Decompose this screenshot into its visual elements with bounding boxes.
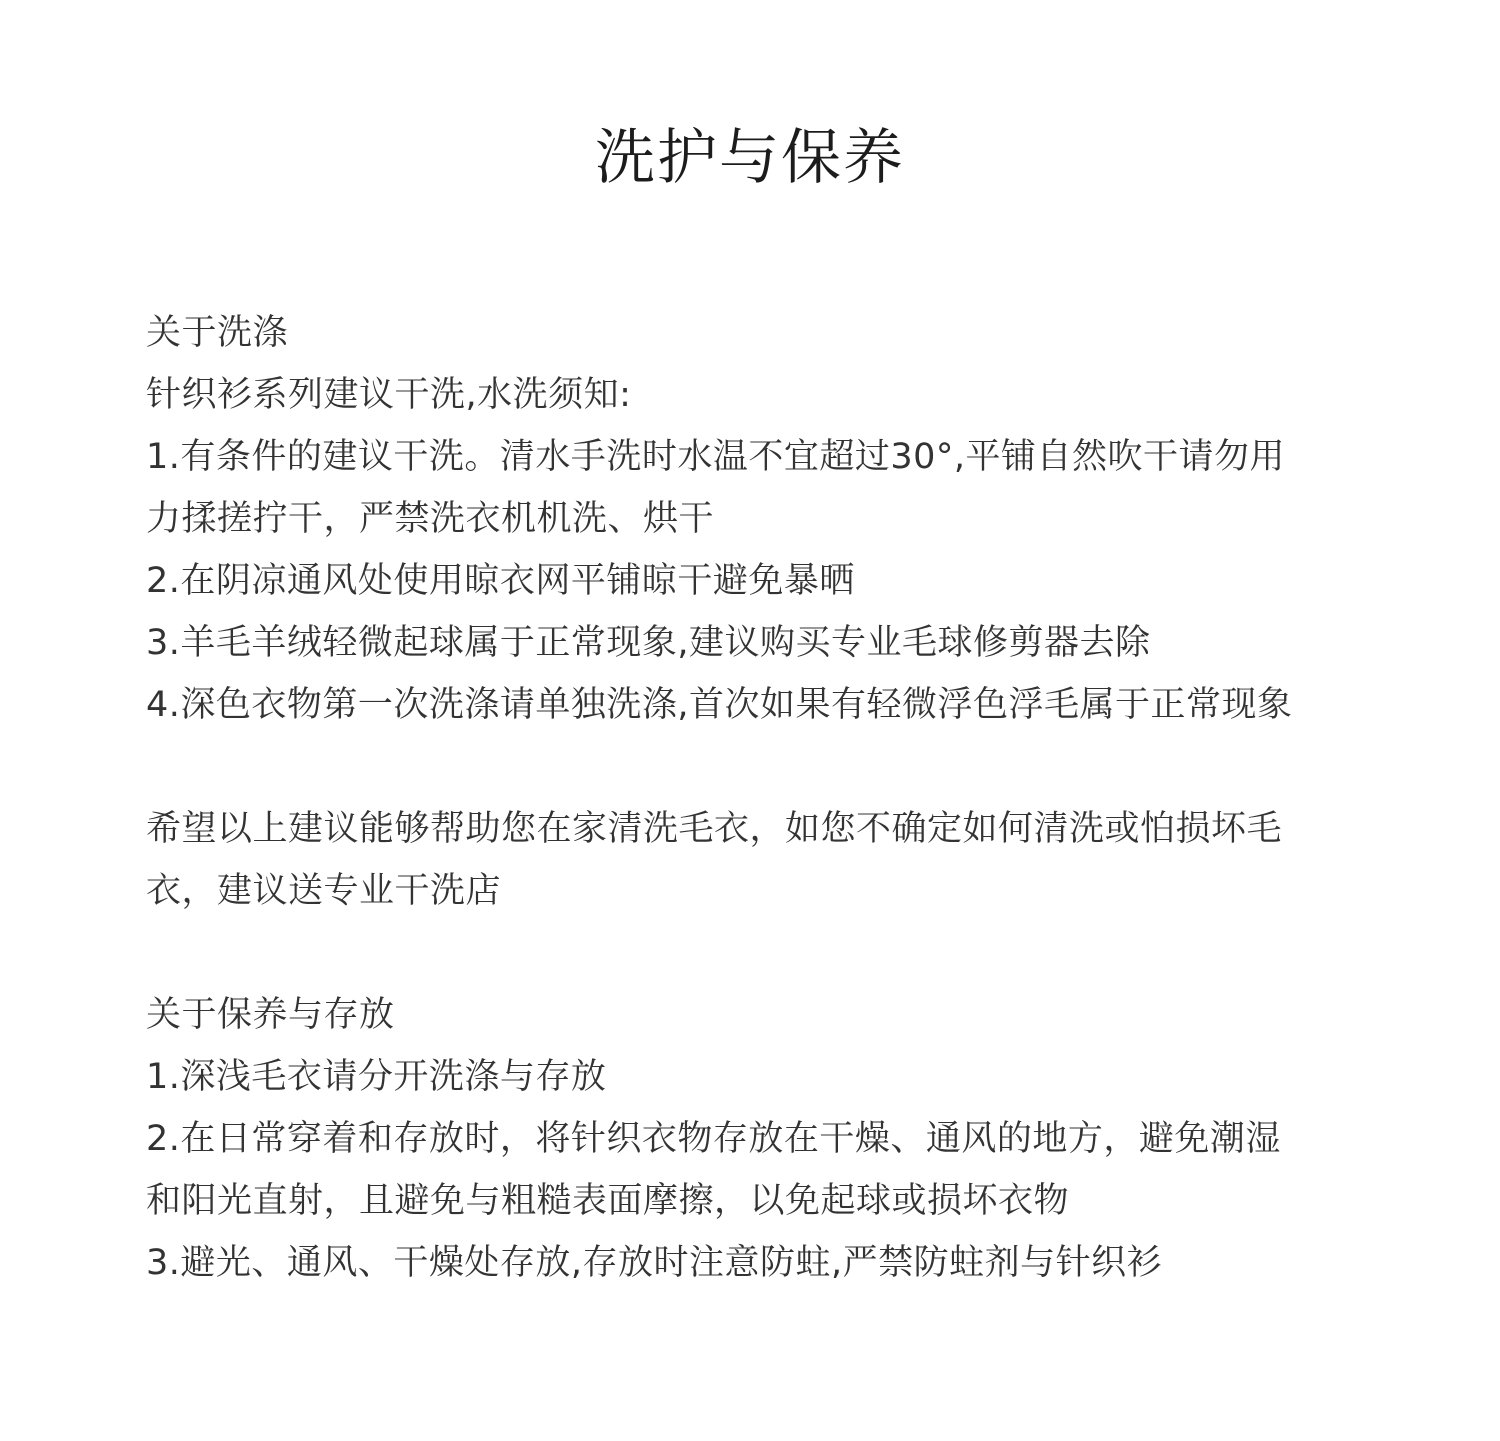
washing-intro: 针织衫系列建议干洗,水洗须知: — [146, 375, 632, 415]
spacer — [146, 922, 1376, 984]
advice-line-2: 衣，建议送专业干洗店 — [146, 871, 502, 911]
storage-item-2-line-2: 和阳光直射，且避免与粗糙表面摩擦，以免起球或损坏衣物 — [146, 1181, 1070, 1221]
washing-heading: 关于洗涤 — [146, 313, 289, 353]
storage-heading: 关于保养与存放 — [146, 995, 395, 1035]
washing-item-3: 3.羊毛羊绒轻微起球属于正常现象,建议购买专业毛球修剪器去除 — [146, 623, 1151, 663]
storage-section — [146, 984, 1376, 1294]
washing-item-1-line-2: 力揉搓拧干，严禁洗衣机机洗、烘干 — [146, 499, 715, 539]
storage-item-2-line-1: 2.在日常穿着和存放时，将针织衣物存放在干燥、通风的地方，避免潮湿 — [146, 1119, 1281, 1159]
washing-section — [146, 302, 1376, 736]
care-content — [146, 302, 1376, 1294]
washing-item-4: 4.深色衣物第一次洗涤请单独洗涤,首次如果有轻微浮色浮毛属于正常现象 — [146, 685, 1293, 725]
advice-line-1: 希望以上建议能够帮助您在家清洗毛衣，如您不确定如何清洗或怕损坏毛 — [146, 809, 1283, 849]
spacer — [146, 736, 1376, 798]
page-title: 洗护与保养 — [595, 123, 905, 193]
advice-section — [146, 798, 1376, 922]
storage-item-1: 1.深浅毛衣请分开洗涤与存放 — [146, 1057, 607, 1097]
storage-item-3: 3.避光、通风、干燥处存放,存放时注意防蛀,严禁防蛀剂与针织衫 — [146, 1243, 1163, 1283]
washing-item-2: 2.在阴凉通风处使用晾衣网平铺晾干避免暴晒 — [146, 561, 855, 601]
washing-item-1-line-1: 1.有条件的建议干洗。清水手洗时水温不宜超过30°,平铺自然吹干请勿用 — [146, 437, 1286, 477]
